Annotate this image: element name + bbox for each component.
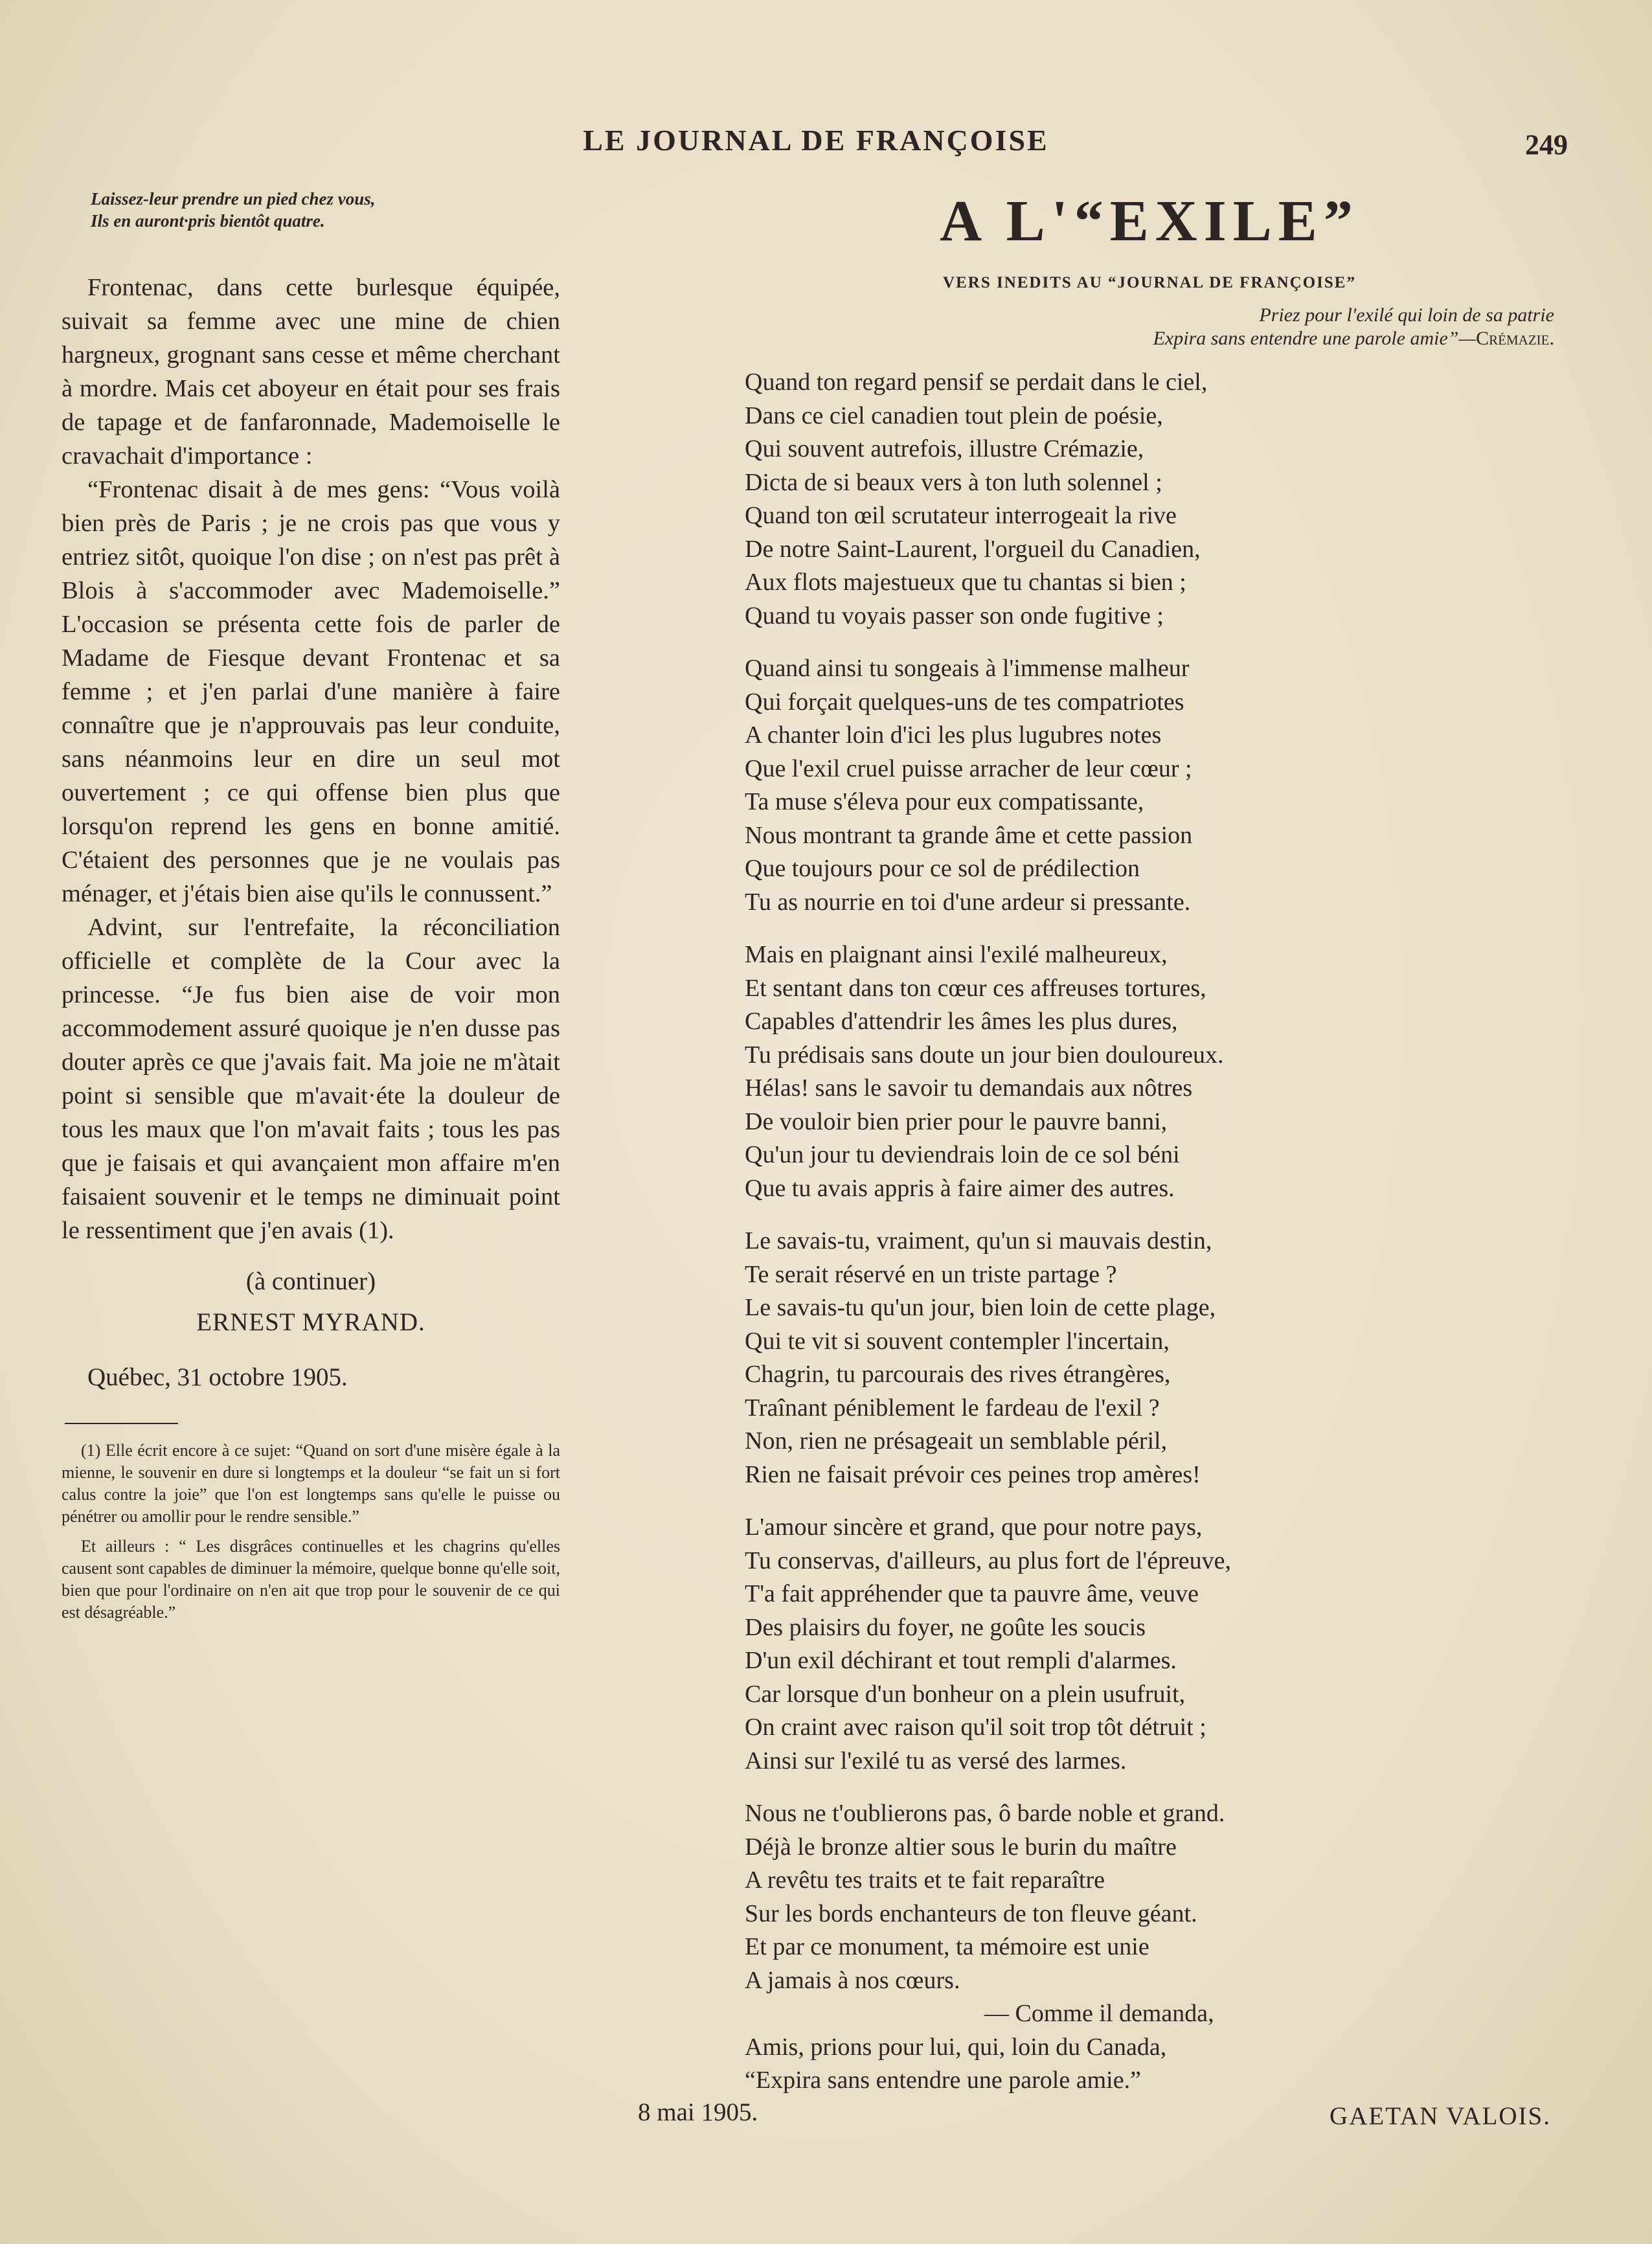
- poem-line: De vouloir bien prier pour le pauvre banni,: [745, 1107, 1168, 1135]
- poem-stanza: [738, 366, 1561, 633]
- poem-line: A revêtu tes traits et te fait reparaître: [745, 1866, 1105, 1894]
- poem-line: T'a fait appréhender que ta pauvre âme, veuve: [745, 1580, 1199, 1607]
- poem-line: Déjà le bronze altier sous le burin du maître: [745, 1833, 1177, 1861]
- article-dateline: Québec, 31 octobre 1905.: [87, 1363, 348, 1391]
- poem-line: Aux flots majestueux que tu chantas si bien ;: [745, 569, 1186, 596]
- poem-line: Non, rien ne présageait un semblable péril,: [745, 1427, 1168, 1455]
- poem-line: On craint avec raison qu'il soit trop tôt détruit ;: [745, 1714, 1206, 1741]
- poem-line: Quand tu voyais passer son onde fugitive ;: [745, 602, 1164, 629]
- article-paragraph: Frontenac, dans cette burlesque équipée, suivait sa femme avec une mine de chien hargneux, grognant sans cesse et même cherchant à mordre. Mais cet aboyeur en était pour ses frais de tapage et de fanfaronnade, Mademoiselle le cravachait d'importance :: [62, 274, 560, 470]
- poem-date: 8 mai 1905.: [638, 2098, 758, 2126]
- poem-line: Ainsi sur l'exilé tu as versé des larmes.: [745, 1747, 1127, 1774]
- poem-epigraph-text: Expira sans entendre une parole amie”—: [1153, 328, 1477, 349]
- poem-line: Quand ton regard pensif se perdait dans le ciel,: [745, 368, 1208, 396]
- poem-line: Nous montrant ta grande âme et cette passion: [745, 821, 1193, 849]
- poem-line: A chanter loin d'ici les plus lugubres notes: [745, 721, 1162, 749]
- left-epigraph: [91, 188, 560, 232]
- poem-signoff: [638, 2098, 1561, 2136]
- footnote-divider: [65, 1423, 178, 1424]
- poem-line: D'un exil déchirant et tout rempli d'alarmes.: [745, 1647, 1177, 1674]
- poem-line: Dicta de si beaux vers à ton luth solennel ;: [745, 468, 1162, 496]
- article-paragraph: “Frontenac disait à de mes gens: “Vous voilà bien près de Paris ; je ne crois pas que vous y entriez sitôt, quoique l'on dise ; on n'est pas prêt à Blois à s'accommoder avec Mademoiselle.” L'occasion se présenta cette fois de parler de Madame de Fiesque devant Frontenac et sa femme ; et j'en parlai d'une manière à faire connaître que je n'approuvais pas leur conduite, sans néanmoins leur en dire un seul mot ouvertement ; ce qui offense bien plus que lorsqu'on reprend les gens en bonne amitié. C'étaient des personnes que je ne voulais pas ménager, et j'étais bien aise qu'ils le connussent.”: [62, 476, 560, 907]
- poem-epigraph: [738, 304, 1561, 350]
- poem-line: Amis, prions pour lui, qui, loin du Canada,: [745, 2033, 1167, 2061]
- right-column: [638, 188, 1561, 2136]
- poem-line: L'amour sincère et grand, que pour notre pays,: [745, 1513, 1203, 1541]
- poem-line: Qui souvent autrefois, illustre Crémazie,: [745, 435, 1144, 462]
- poem-line: Le savais-tu, vraiment, qu'un si mauvais destin,: [745, 1227, 1212, 1254]
- footnotes: [62, 1440, 560, 1624]
- poem-line: Rien ne faisait prévoir ces peines trop amères!: [745, 1460, 1201, 1488]
- article-body: [62, 271, 560, 1247]
- poem-line: Capables d'attendrir les âmes les plus dures,: [745, 1008, 1178, 1035]
- poem-line: Chagrin, tu parcourais des rives étrangères,: [745, 1361, 1171, 1388]
- page-number: 249: [1525, 129, 1568, 161]
- poem-body: [738, 366, 1561, 1778]
- article-author: ERNEST MYRAND.: [196, 1308, 425, 1336]
- poem-epigraph-line: [738, 327, 1554, 350]
- poem-line: Le savais-tu qu'un jour, bien loin de cette plage,: [745, 1294, 1216, 1321]
- poem-line: Que l'exil cruel puisse arracher de leur cœur ;: [745, 754, 1192, 782]
- poem-line: Et sentant dans ton cœur ces affreuses tortures,: [745, 974, 1206, 1002]
- poem-line: Tu as nourrie en toi d'une ardeur si pressante.: [745, 888, 1191, 916]
- poem-line: Hélas! sans le savoir tu demandais aux nôtres: [745, 1074, 1193, 1102]
- poem-line: “Expira sans entendre une parole amie.”: [745, 2067, 1141, 2094]
- poem-stanza: [738, 938, 1561, 1205]
- poem-line: Car lorsque d'un bonheur on a plein usufruit,: [745, 1680, 1186, 1708]
- poem-line: Des plaisirs du foyer, ne goûte les soucis: [745, 1613, 1146, 1641]
- left-column: [62, 188, 560, 1631]
- poem-line: Nous ne t'oublierons pas, ô barde noble et grand.: [745, 1800, 1225, 1827]
- poem-line: Quand ton œil scrutateur interrogeait la rive: [745, 502, 1177, 529]
- poem-subtitle: VERS INEDITS AU “JOURNAL DE FRANÇOISE”: [943, 274, 1356, 291]
- poem-line: A jamais à nos cœurs.: [745, 1966, 960, 1994]
- poem-stanza: [738, 1511, 1561, 1778]
- article-paragraph: Advint, sur l'entrefaite, la réconciliation officielle et complète de la Cour avec la princesse. “Je fus bien aise de voir mon accommodement assuré quoique je n'en dusse pas douter après ce que j'avais fait. Ma joie ne m'àtait point si sensible que m'avait·éte la douleur de tous les maux que l'on m'avait faits ; tous les pas que je faisais et qui avançaient mon affaire m'en faisaient souvenir et le temps ne diminuait point le ressentiment que j'en avais (1).: [62, 914, 560, 1244]
- left-epigraph-line: Ils en auront·pris bientôt quatre.: [91, 211, 325, 231]
- poem-line: Te serait réservé en un triste partage ?: [745, 1260, 1117, 1288]
- left-epigraph-line: Laissez-leur prendre un pied chez vous,: [91, 189, 376, 209]
- poem-line: Que toujours pour ce sol de prédilection: [745, 855, 1140, 882]
- poem-epigraph-attribution: Crémazie.: [1476, 328, 1554, 349]
- poem-line: Dans ce ciel canadien tout plein de poésie,: [745, 402, 1163, 429]
- poem-line: Quand ainsi tu songeais à l'immense malheur: [745, 655, 1190, 682]
- poem-line: Qui te vit si souvent contempler l'incertain,: [745, 1327, 1170, 1355]
- poem-line: Sur les bords enchanteurs de ton fleuve géant.: [745, 1899, 1197, 1927]
- poem-line: Tu conservas, d'ailleurs, au plus fort de l'épreuve,: [745, 1547, 1232, 1574]
- running-title: LE JOURNAL DE FRANÇOISE: [583, 124, 1049, 157]
- footnote: Et ailleurs : “ Les disgrâces continuelles et les chagrins qu'elles causent sont capables de diminuer la mémoire, quelque bonne qu'elle soit, bien que pour l'ordinaire on n'en ait que trop pour le souvenir de ce qui est désagréable.”: [62, 1537, 561, 1622]
- poem-line: Tu prédisais sans doute un jour bien douloureux.: [745, 1041, 1224, 1069]
- poem-line: Mais en plaignant ainsi l'exilé malheureux,: [745, 941, 1168, 968]
- poem-line: Traînant péniblement le fardeau de l'exil ?: [745, 1394, 1160, 1422]
- poem-line: Et par ce monument, ta mémoire est unie: [745, 1933, 1149, 1960]
- to-be-continued: (à continuer): [245, 1267, 376, 1295]
- poem-stanza: [738, 652, 1561, 919]
- poem-author: GAETAN VALOIS.: [1330, 2102, 1551, 2130]
- poem-line: Qui forçait quelques-uns de tes compatriotes: [745, 688, 1184, 716]
- poem-line: Qu'un jour tu deviendrais loin de ce sol béni: [745, 1141, 1180, 1168]
- poem-line: — Comme il demanda,: [984, 2000, 1214, 2027]
- page-header: [0, 123, 1652, 168]
- poem-title: A L'“EXILE”: [940, 189, 1359, 253]
- poem-stanza: [738, 1225, 1561, 1491]
- poem-final-stanza: [738, 1797, 1561, 2098]
- poem-line: Que tu avais appris à faire aimer des autres.: [745, 1174, 1175, 1202]
- poem-line: De notre Saint-Laurent, l'orgueil du Canadien,: [745, 535, 1201, 563]
- footnote: (1) Elle écrit encore à ce sujet: “Quand on sort d'une misère égale à la mienne, le souvenir en dure si longtemps et la douleur “se fait un si fort calus contre la joie” que l'on est longtemps sans qu'elle le puisse ou pénétrer ou amollir pour le rendre sensible.”: [62, 1441, 560, 1526]
- poem-line: Ta muse s'éleva pour eux compatissante,: [745, 788, 1144, 815]
- poem-epigraph-line: Priez pour l'exilé qui loin de sa patrie: [1259, 304, 1554, 326]
